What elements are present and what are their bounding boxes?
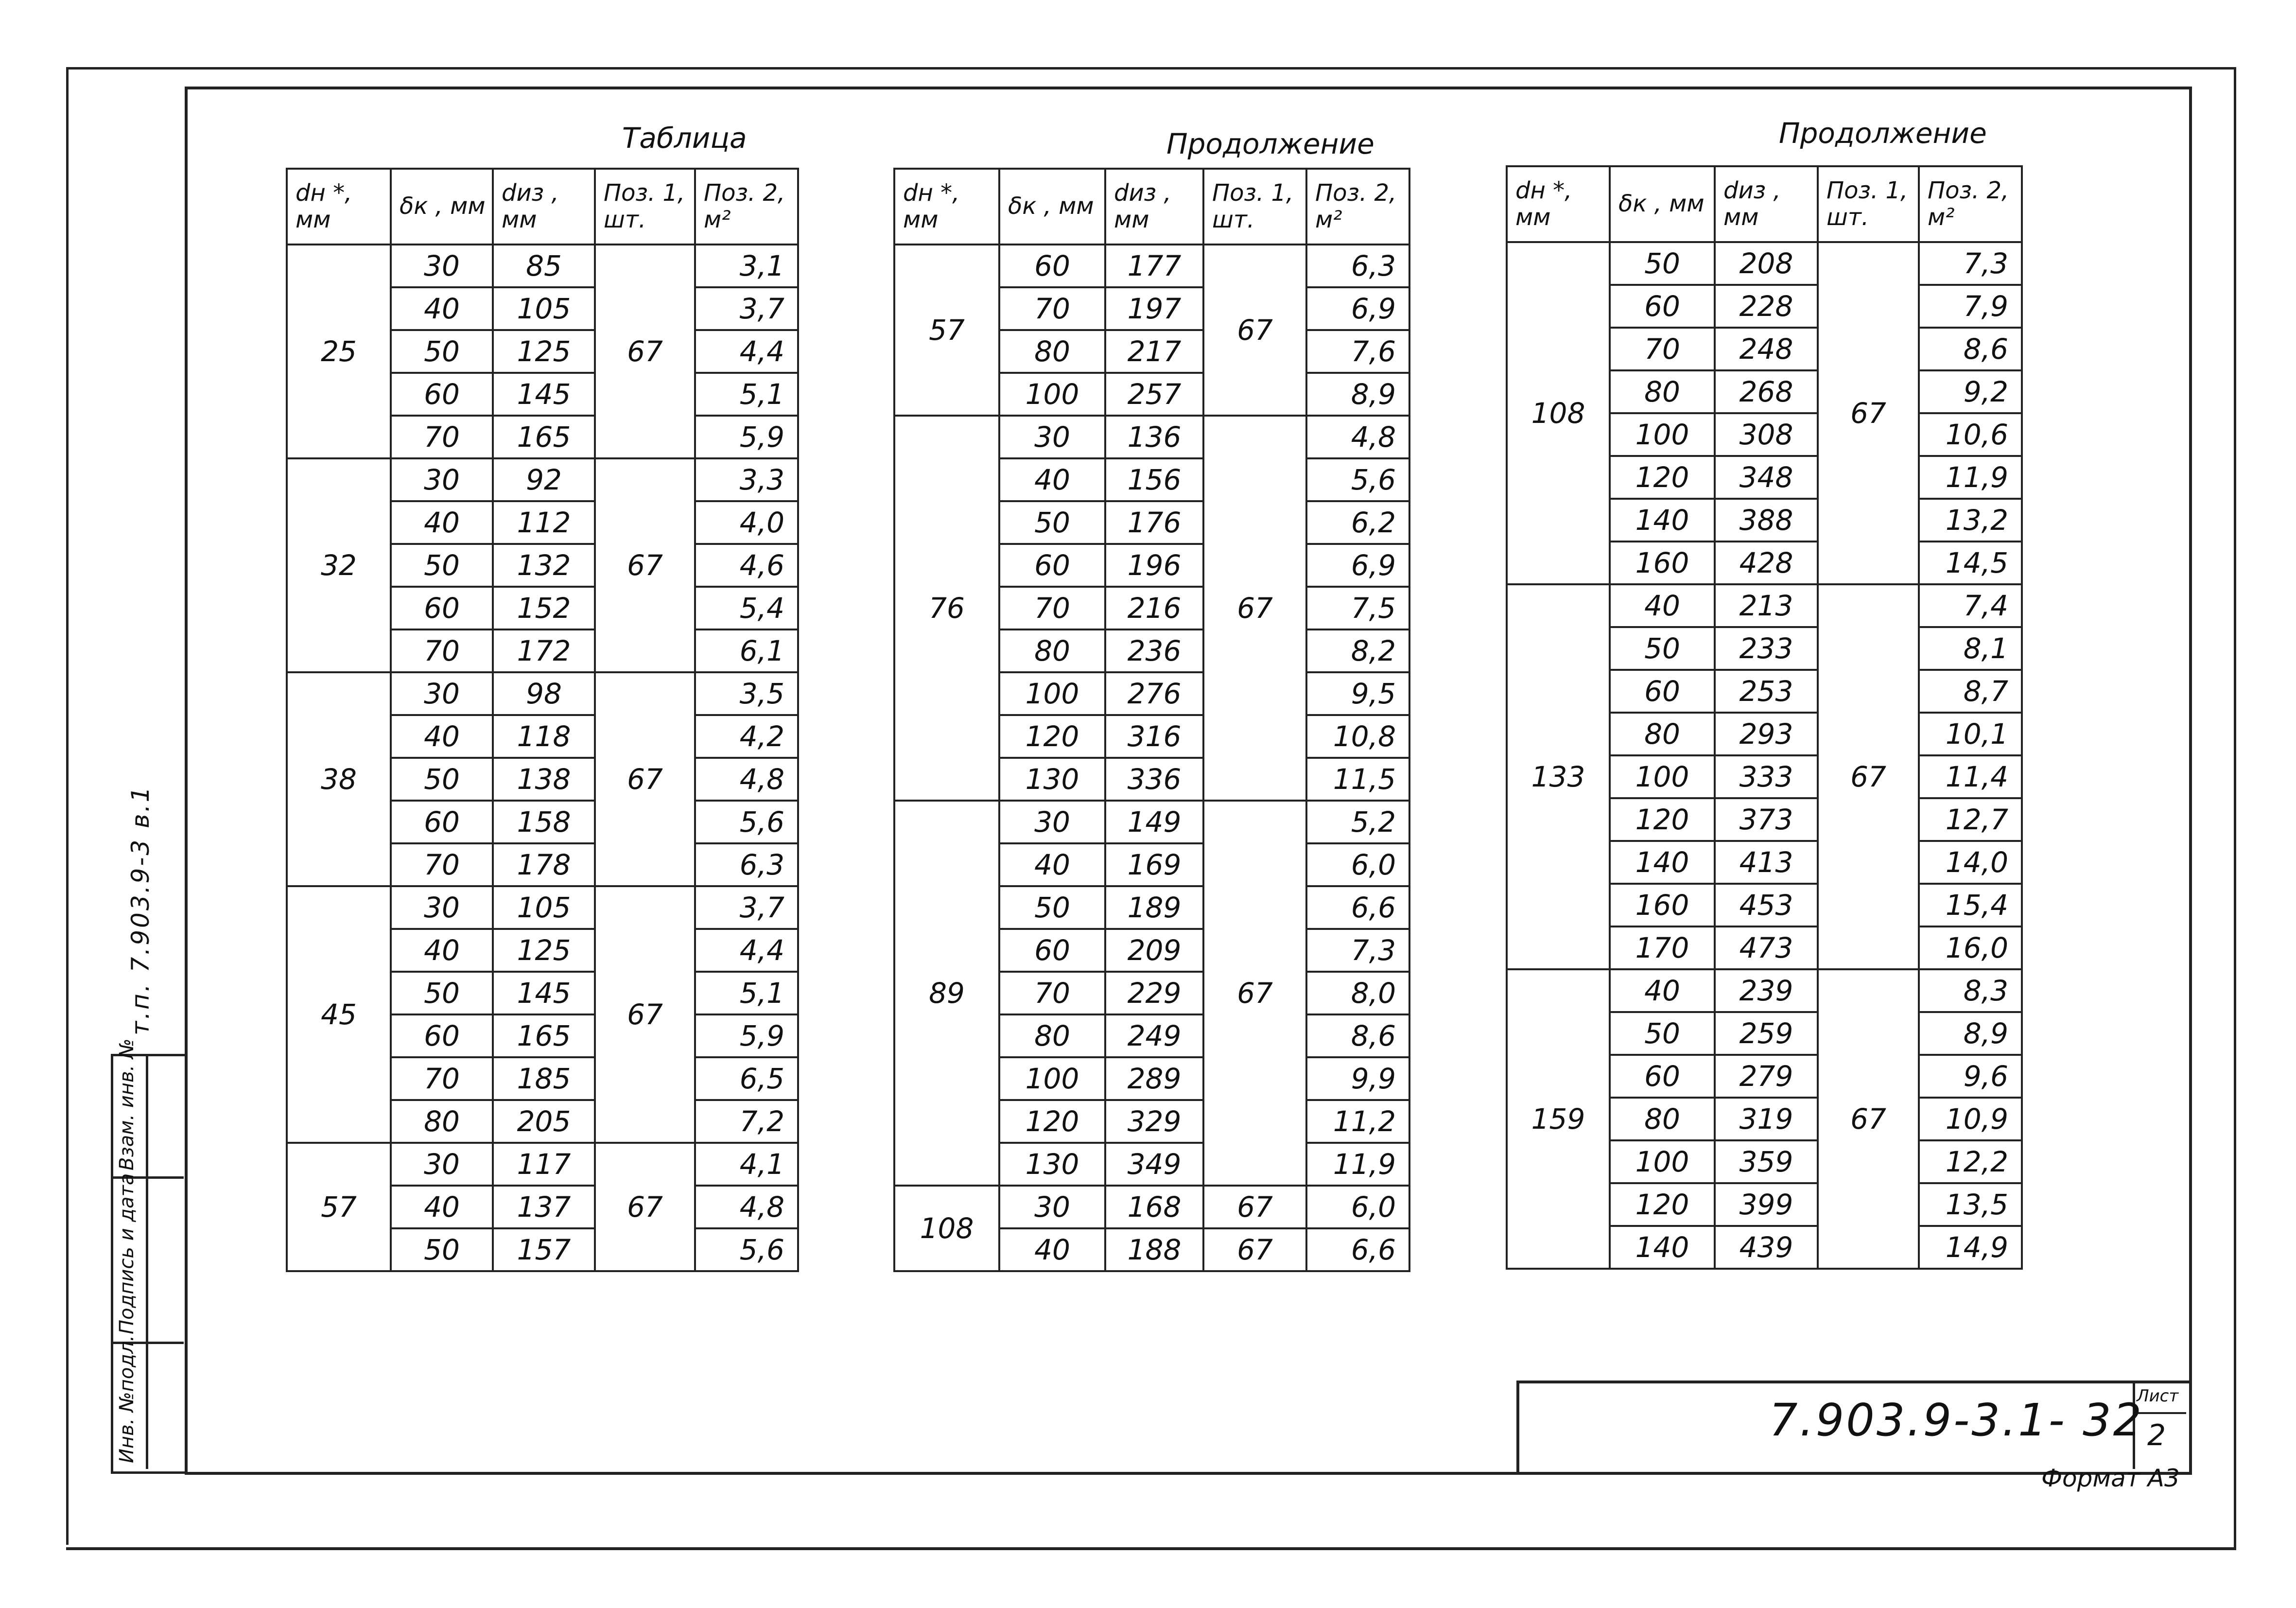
insulation-diameter-cell: 216: [1105, 587, 1203, 629]
position-2-area-cell: 4,6: [695, 544, 798, 587]
insulation-thickness-cell: 40: [391, 287, 493, 330]
insulation-thickness-cell: 70: [391, 416, 493, 458]
sheet-number: 2: [2147, 1418, 2166, 1452]
insulation-diameter-cell: 105: [493, 886, 595, 929]
position-2-area-cell: 7,6: [1306, 330, 1409, 373]
insulation-thickness-cell: 80: [1610, 713, 1715, 755]
side-label-podpis: Подпись и дата: [116, 1173, 138, 1334]
column-header-dk: δк , мм: [999, 169, 1105, 245]
insulation-thickness-cell: 50: [1610, 1012, 1715, 1055]
insulation-thickness-cell: 120: [1610, 456, 1715, 499]
pipe-diameter-cell: 57: [287, 1143, 391, 1271]
position-1-cell: 67: [1203, 416, 1306, 801]
position-2-area-cell: 8,6: [1306, 1014, 1409, 1057]
insulation-diameter-cell: 189: [1105, 886, 1203, 929]
insulation-thickness-cell: 50: [999, 886, 1105, 929]
insulation-thickness-cell: 60: [1610, 285, 1715, 328]
position-2-area-cell: 6,0: [1306, 1186, 1409, 1228]
insulation-diameter-cell: 229: [1105, 972, 1203, 1014]
position-2-area-cell: 8,9: [1919, 1012, 2022, 1055]
position-2-area-cell: 11,4: [1919, 755, 2022, 798]
insulation-diameter-cell: 289: [1105, 1057, 1203, 1100]
pipe-diameter-cell: 45: [287, 886, 391, 1143]
insulation-diameter-cell: 333: [1715, 755, 1818, 798]
insulation-diameter-cell: 208: [1715, 242, 1818, 285]
position-2-area-cell: 7,5: [1306, 587, 1409, 629]
position-2-area-cell: 6,2: [1306, 501, 1409, 544]
insulation-diameter-cell: 197: [1105, 287, 1203, 330]
position-2-area-cell: 10,1: [1919, 713, 2022, 755]
insulation-thickness-cell: 120: [1610, 1183, 1715, 1226]
insulation-thickness-cell: 40: [391, 929, 493, 972]
insulation-thickness-cell: 30: [391, 672, 493, 715]
insulation-diameter-cell: 185: [493, 1057, 595, 1100]
pipe-diameter-cell: 32: [287, 458, 391, 672]
position-2-area-cell: 5,1: [695, 972, 798, 1014]
position-2-area-cell: 11,2: [1306, 1100, 1409, 1143]
pipe-diameter-cell: 108: [1507, 242, 1610, 584]
position-2-area-cell: 7,4: [1919, 584, 2022, 627]
column-header-dn: dн *, мм: [894, 169, 999, 245]
insulation-thickness-cell: 50: [1610, 627, 1715, 670]
insulation-diameter-cell: 233: [1715, 627, 1818, 670]
table-row: [894, 1186, 1409, 1228]
position-2-area-cell: 3,3: [695, 458, 798, 501]
column-header-poz2: Поз. 2, м²: [1306, 169, 1409, 245]
insulation-diameter-cell: 249: [1105, 1014, 1203, 1057]
insulation-thickness-cell: 60: [391, 587, 493, 629]
position-2-area-cell: 5,2: [1306, 801, 1409, 843]
insulation-diameter-cell: 132: [493, 544, 595, 587]
side-label-inv-podl: Инв. №подл.: [116, 1335, 138, 1463]
column-header-poz1: Поз. 1, шт.: [1818, 166, 1919, 242]
insulation-thickness-cell: 80: [999, 629, 1105, 672]
insulation-thickness-cell: 30: [999, 801, 1105, 843]
document-code: 7.903.9-3.1- 32: [1769, 1394, 2144, 1446]
position-2-area-cell: 8,6: [1919, 328, 2022, 370]
insulation-thickness-cell: 50: [391, 544, 493, 587]
insulation-diameter-cell: 125: [493, 330, 595, 373]
insulation-diameter-cell: 348: [1715, 456, 1818, 499]
position-2-area-cell: 13,2: [1919, 499, 2022, 542]
series-code: т.п. 7.903.9-3 в.1: [126, 785, 155, 1035]
insulation-table-3: [1506, 165, 2023, 1270]
position-2-area-cell: 4,0: [695, 501, 798, 544]
position-2-area-cell: 5,9: [695, 416, 798, 458]
insulation-diameter-cell: 349: [1105, 1143, 1203, 1186]
position-1-cell: 67: [595, 672, 695, 886]
insulation-thickness-cell: 100: [999, 1057, 1105, 1100]
position-1-cell: 67: [1203, 801, 1306, 1186]
insulation-diameter-cell: 259: [1715, 1012, 1818, 1055]
table-row: [287, 886, 798, 929]
insulation-diameter-cell: 165: [493, 416, 595, 458]
insulation-thickness-cell: 120: [1610, 798, 1715, 841]
table-row: [287, 458, 798, 501]
position-2-area-cell: 12,7: [1919, 798, 2022, 841]
position-2-area-cell: 5,9: [695, 1014, 798, 1057]
insulation-diameter-cell: 209: [1105, 929, 1203, 972]
insulation-diameter-cell: 413: [1715, 841, 1818, 884]
insulation-diameter-cell: 308: [1715, 413, 1818, 456]
position-2-area-cell: 14,5: [1919, 542, 2022, 584]
position-2-area-cell: 8,7: [1919, 670, 2022, 713]
insulation-diameter-cell: 92: [493, 458, 595, 501]
insulation-diameter-cell: 85: [493, 245, 595, 287]
insulation-thickness-cell: 70: [391, 843, 493, 886]
position-2-area-cell: 10,8: [1306, 715, 1409, 758]
position-2-area-cell: 14,0: [1919, 841, 2022, 884]
insulation-table-1: [286, 168, 799, 1272]
insulation-diameter-cell: 178: [493, 843, 595, 886]
insulation-diameter-cell: 138: [493, 758, 595, 801]
column-header-diz: dиз , мм: [1715, 166, 1818, 242]
insulation-thickness-cell: 40: [999, 1228, 1105, 1271]
insulation-diameter-cell: 168: [1105, 1186, 1203, 1228]
insulation-thickness-cell: 60: [1610, 670, 1715, 713]
insulation-diameter-cell: 158: [493, 801, 595, 843]
insulation-diameter-cell: 268: [1715, 370, 1818, 413]
insulation-thickness-cell: 70: [999, 287, 1105, 330]
insulation-thickness-cell: 80: [999, 330, 1105, 373]
table-header-row: [287, 169, 798, 245]
position-2-area-cell: 14,9: [1919, 1226, 2022, 1269]
insulation-thickness-cell: 60: [999, 929, 1105, 972]
insulation-diameter-cell: 176: [1105, 501, 1203, 544]
insulation-thickness-cell: 80: [1610, 370, 1715, 413]
position-2-area-cell: 3,7: [695, 886, 798, 929]
position-2-area-cell: 4,4: [695, 330, 798, 373]
table-header-row: [894, 169, 1409, 245]
insulation-table-2: [893, 168, 1410, 1272]
side-label-vzam: Взам. инв. №: [116, 1038, 138, 1171]
insulation-thickness-cell: 80: [1610, 1098, 1715, 1140]
position-1-cell: 67: [595, 458, 695, 672]
position-2-area-cell: 15,4: [1919, 884, 2022, 926]
position-1-cell: 67: [1818, 584, 1919, 969]
insulation-diameter-cell: 136: [1105, 416, 1203, 458]
column-header-dk: δк , мм: [391, 169, 493, 245]
table-row: [1507, 969, 2022, 1012]
position-2-area-cell: 4,1: [695, 1143, 798, 1186]
insulation-diameter-cell: 177: [1105, 245, 1203, 287]
insulation-thickness-cell: 30: [391, 1143, 493, 1186]
insulation-thickness-cell: 80: [999, 1014, 1105, 1057]
insulation-thickness-cell: 50: [391, 758, 493, 801]
insulation-diameter-cell: 453: [1715, 884, 1818, 926]
insulation-diameter-cell: 399: [1715, 1183, 1818, 1226]
insulation-thickness-cell: 60: [391, 373, 493, 416]
insulation-thickness-cell: 160: [1610, 542, 1715, 584]
position-2-area-cell: 11,9: [1306, 1143, 1409, 1186]
position-1-cell: 67: [1818, 969, 1919, 1269]
table-row: [894, 801, 1409, 843]
table-row: [287, 245, 798, 287]
insulation-diameter-cell: 473: [1715, 926, 1818, 969]
position-1-cell: 67: [1818, 242, 1919, 584]
insulation-diameter-cell: 228: [1715, 285, 1818, 328]
column-header-poz1: Поз. 1, шт.: [595, 169, 695, 245]
insulation-thickness-cell: 30: [999, 416, 1105, 458]
insulation-thickness-cell: 140: [1610, 841, 1715, 884]
column-header-poz2: Поз. 2, м²: [695, 169, 798, 245]
insulation-diameter-cell: 248: [1715, 328, 1818, 370]
drawing-binding-line: [66, 67, 69, 1545]
continuation-caption: Продолжение: [1779, 117, 1987, 150]
insulation-thickness-cell: 40: [999, 843, 1105, 886]
insulation-thickness-cell: 70: [999, 972, 1105, 1014]
position-2-area-cell: 4,8: [695, 1186, 798, 1228]
insulation-diameter-cell: 217: [1105, 330, 1203, 373]
pipe-diameter-cell: 25: [287, 245, 391, 458]
insulation-diameter-cell: 156: [1105, 458, 1203, 501]
insulation-thickness-cell: 100: [1610, 1140, 1715, 1183]
insulation-diameter-cell: 112: [493, 501, 595, 544]
column-header-poz2: Поз. 2, м²: [1919, 166, 2022, 242]
position-1-cell: 67: [1203, 1186, 1306, 1228]
insulation-diameter-cell: 145: [493, 373, 595, 416]
insulation-diameter-cell: 145: [493, 972, 595, 1014]
position-1-cell: 67: [1203, 1228, 1306, 1271]
position-2-area-cell: 7,9: [1919, 285, 2022, 328]
insulation-diameter-cell: 257: [1105, 373, 1203, 416]
insulation-diameter-cell: 239: [1715, 969, 1818, 1012]
position-2-area-cell: 9,2: [1919, 370, 2022, 413]
position-2-area-cell: 8,1: [1919, 627, 2022, 670]
insulation-diameter-cell: 388: [1715, 499, 1818, 542]
position-2-area-cell: 10,6: [1919, 413, 2022, 456]
insulation-thickness-cell: 140: [1610, 1226, 1715, 1269]
column-header-poz1: Поз. 1, шт.: [1203, 169, 1306, 245]
position-1-cell: 67: [1203, 245, 1306, 416]
insulation-diameter-cell: 428: [1715, 542, 1818, 584]
column-header-dn: dн *, мм: [287, 169, 391, 245]
insulation-thickness-cell: 170: [1610, 926, 1715, 969]
column-header-dk: δк , мм: [1610, 166, 1715, 242]
insulation-diameter-cell: 165: [493, 1014, 595, 1057]
position-2-area-cell: 3,1: [695, 245, 798, 287]
insulation-thickness-cell: 60: [999, 245, 1105, 287]
position-2-area-cell: 11,5: [1306, 758, 1409, 801]
position-2-area-cell: 6,6: [1306, 1228, 1409, 1271]
insulation-diameter-cell: 188: [1105, 1228, 1203, 1271]
insulation-diameter-cell: 117: [493, 1143, 595, 1186]
position-2-area-cell: 5,1: [695, 373, 798, 416]
table-header-row: [1507, 166, 2022, 242]
insulation-thickness-cell: 100: [1610, 755, 1715, 798]
insulation-thickness-cell: 70: [1610, 328, 1715, 370]
insulation-thickness-cell: 30: [391, 886, 493, 929]
position-2-area-cell: 10,9: [1919, 1098, 2022, 1140]
pipe-diameter-cell: 108: [894, 1186, 999, 1271]
position-2-area-cell: 8,2: [1306, 629, 1409, 672]
insulation-thickness-cell: 100: [999, 373, 1105, 416]
column-header-dn: dн *, мм: [1507, 166, 1610, 242]
position-2-area-cell: 5,4: [695, 587, 798, 629]
insulation-thickness-cell: 40: [391, 1186, 493, 1228]
position-2-area-cell: 6,3: [1306, 245, 1409, 287]
insulation-diameter-cell: 439: [1715, 1226, 1818, 1269]
pipe-diameter-cell: 159: [1507, 969, 1610, 1269]
position-2-area-cell: 6,9: [1306, 544, 1409, 587]
insulation-thickness-cell: 40: [391, 715, 493, 758]
position-2-area-cell: 9,6: [1919, 1055, 2022, 1098]
position-2-area-cell: 6,9: [1306, 287, 1409, 330]
position-2-area-cell: 5,6: [1306, 458, 1409, 501]
insulation-thickness-cell: 50: [999, 501, 1105, 544]
continuation-caption: Продолжение: [1166, 127, 1374, 160]
insulation-diameter-cell: 276: [1105, 672, 1203, 715]
insulation-thickness-cell: 30: [391, 458, 493, 501]
position-2-area-cell: 13,5: [1919, 1183, 2022, 1226]
table-caption: Таблица: [622, 122, 747, 155]
insulation-diameter-cell: 105: [493, 287, 595, 330]
position-2-area-cell: 5,6: [695, 801, 798, 843]
position-2-area-cell: 8,0: [1306, 972, 1409, 1014]
insulation-thickness-cell: 100: [999, 672, 1105, 715]
insulation-diameter-cell: 205: [493, 1100, 595, 1143]
insulation-diameter-cell: 149: [1105, 801, 1203, 843]
format-label: Формат А3: [2041, 1464, 2180, 1492]
position-2-area-cell: 7,3: [1919, 242, 2022, 285]
insulation-thickness-cell: 70: [999, 587, 1105, 629]
insulation-thickness-cell: 160: [1610, 884, 1715, 926]
insulation-diameter-cell: 169: [1105, 843, 1203, 886]
insulation-diameter-cell: 336: [1105, 758, 1203, 801]
insulation-diameter-cell: 236: [1105, 629, 1203, 672]
position-2-area-cell: 4,8: [1306, 416, 1409, 458]
table-row: [1507, 242, 2022, 285]
table-row: [287, 672, 798, 715]
position-2-area-cell: 9,9: [1306, 1057, 1409, 1100]
insulation-thickness-cell: 70: [391, 1057, 493, 1100]
insulation-diameter-cell: 152: [493, 587, 595, 629]
insulation-diameter-cell: 373: [1715, 798, 1818, 841]
insulation-diameter-cell: 213: [1715, 584, 1818, 627]
position-2-area-cell: 11,9: [1919, 456, 2022, 499]
position-2-area-cell: 6,0: [1306, 843, 1409, 886]
position-2-area-cell: 3,5: [695, 672, 798, 715]
column-header-diz: dиз , мм: [493, 169, 595, 245]
insulation-thickness-cell: 50: [391, 1228, 493, 1271]
insulation-thickness-cell: 40: [391, 501, 493, 544]
insulation-thickness-cell: 40: [1610, 584, 1715, 627]
position-2-area-cell: 5,6: [695, 1228, 798, 1271]
position-1-cell: 67: [595, 245, 695, 458]
position-1-cell: 67: [595, 886, 695, 1143]
insulation-diameter-cell: 125: [493, 929, 595, 972]
position-2-area-cell: 16,0: [1919, 926, 2022, 969]
side-stamp-divider: [146, 1054, 148, 1469]
insulation-thickness-cell: 30: [391, 245, 493, 287]
table-row: [894, 245, 1409, 287]
insulation-thickness-cell: 120: [999, 715, 1105, 758]
position-2-area-cell: 4,2: [695, 715, 798, 758]
position-2-area-cell: 8,9: [1306, 373, 1409, 416]
insulation-diameter-cell: 118: [493, 715, 595, 758]
insulation-diameter-cell: 329: [1105, 1100, 1203, 1143]
pipe-diameter-cell: 89: [894, 801, 999, 1186]
insulation-diameter-cell: 196: [1105, 544, 1203, 587]
pipe-diameter-cell: 57: [894, 245, 999, 416]
table-row: [287, 1143, 798, 1186]
column-header-diz: dиз , мм: [1105, 169, 1203, 245]
insulation-thickness-cell: 40: [999, 458, 1105, 501]
table-row: [894, 416, 1409, 458]
insulation-thickness-cell: 50: [391, 972, 493, 1014]
insulation-diameter-cell: 359: [1715, 1140, 1818, 1183]
insulation-diameter-cell: 98: [493, 672, 595, 715]
position-2-area-cell: 6,5: [695, 1057, 798, 1100]
insulation-diameter-cell: 293: [1715, 713, 1818, 755]
insulation-thickness-cell: 50: [391, 330, 493, 373]
position-2-area-cell: 7,3: [1306, 929, 1409, 972]
insulation-thickness-cell: 120: [999, 1100, 1105, 1143]
insulation-diameter-cell: 137: [493, 1186, 595, 1228]
insulation-thickness-cell: 80: [391, 1100, 493, 1143]
insulation-thickness-cell: 40: [1610, 969, 1715, 1012]
insulation-diameter-cell: 279: [1715, 1055, 1818, 1098]
position-2-area-cell: 3,7: [695, 287, 798, 330]
table-row: [1507, 584, 2022, 627]
position-2-area-cell: 7,2: [695, 1100, 798, 1143]
insulation-thickness-cell: 130: [999, 758, 1105, 801]
insulation-diameter-cell: 316: [1105, 715, 1203, 758]
pipe-diameter-cell: 38: [287, 672, 391, 886]
position-2-area-cell: 9,5: [1306, 672, 1409, 715]
insulation-diameter-cell: 319: [1715, 1098, 1818, 1140]
position-1-cell: 67: [595, 1143, 695, 1271]
insulation-thickness-cell: 30: [999, 1186, 1105, 1228]
insulation-thickness-cell: 50: [1610, 242, 1715, 285]
sheet-label: Лист: [2137, 1386, 2179, 1406]
insulation-thickness-cell: 140: [1610, 499, 1715, 542]
insulation-thickness-cell: 130: [999, 1143, 1105, 1186]
insulation-diameter-cell: 172: [493, 629, 595, 672]
insulation-diameter-cell: 157: [493, 1228, 595, 1271]
insulation-thickness-cell: 60: [391, 801, 493, 843]
insulation-thickness-cell: 100: [1610, 413, 1715, 456]
insulation-diameter-cell: 253: [1715, 670, 1818, 713]
position-2-area-cell: 12,2: [1919, 1140, 2022, 1183]
insulation-thickness-cell: 60: [1610, 1055, 1715, 1098]
position-2-area-cell: 6,3: [695, 843, 798, 886]
pipe-diameter-cell: 133: [1507, 584, 1610, 969]
insulation-thickness-cell: 60: [391, 1014, 493, 1057]
position-2-area-cell: 8,3: [1919, 969, 2022, 1012]
insulation-thickness-cell: 70: [391, 629, 493, 672]
pipe-diameter-cell: 76: [894, 416, 999, 801]
position-2-area-cell: 4,8: [695, 758, 798, 801]
position-2-area-cell: 6,6: [1306, 886, 1409, 929]
position-2-area-cell: 6,1: [695, 629, 798, 672]
position-2-area-cell: 4,4: [695, 929, 798, 972]
insulation-thickness-cell: 60: [999, 544, 1105, 587]
